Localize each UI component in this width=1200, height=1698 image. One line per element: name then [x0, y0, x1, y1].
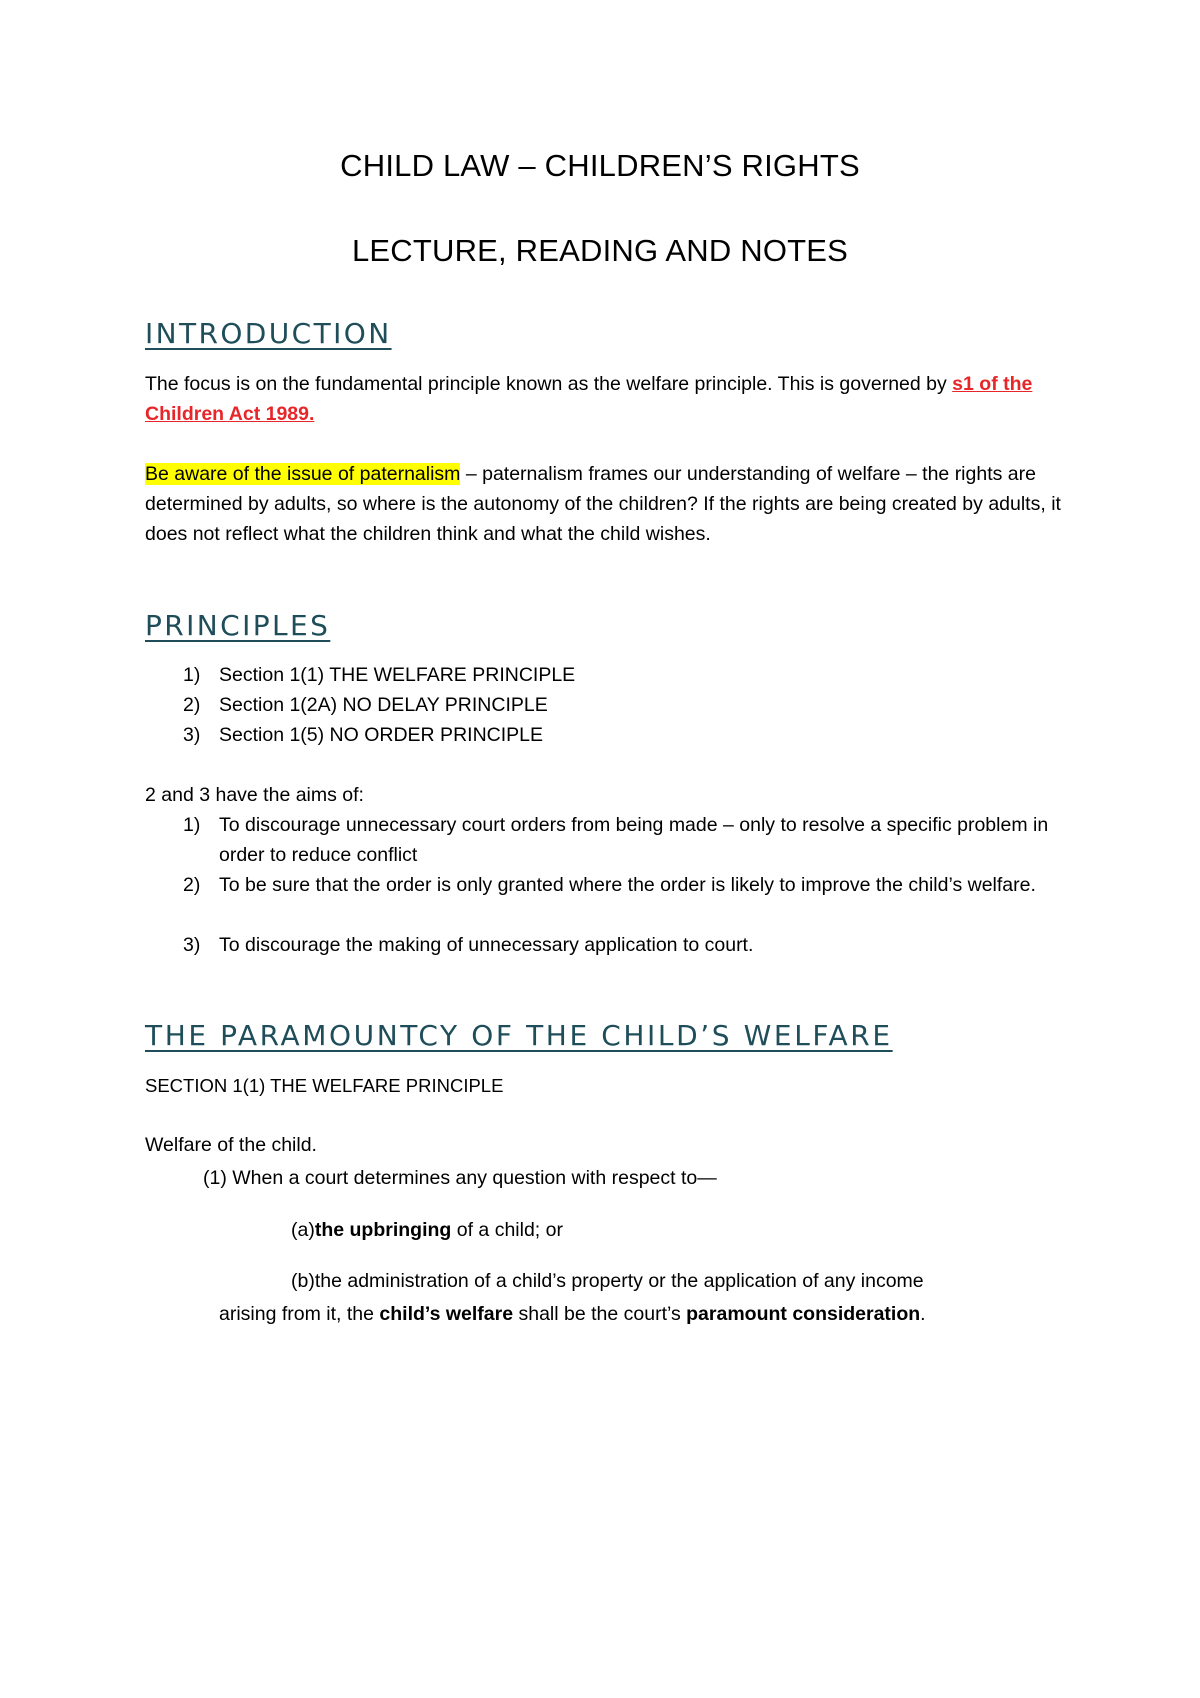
- clause-a-rest: of a child; or: [451, 1219, 563, 1241]
- aim-item: To discourage unnecessary court orders from being made – only to resolve a specific problem in order to reduce conflict: [219, 814, 1049, 866]
- principle-item: Section 1(2A) NO DELAY PRINCIPLE: [219, 694, 548, 716]
- principle-number: 1): [183, 664, 201, 686]
- paramount-consideration-bold: paramount consideration: [686, 1303, 921, 1325]
- section-subheading: SECTION 1(1) THE WELFARE PRINCIPLE: [145, 1075, 504, 1096]
- document-subtitle: LECTURE, READING AND NOTES: [351, 233, 849, 268]
- clause-b-end: .: [920, 1303, 926, 1325]
- paternalism-text: – paternalism frames our understanding of welfare – the rights are determined by adults, so where is the autonomy of the children? If the rights are being created by adults, it does not reflect what the children think and what the child wishes.: [145, 463, 1061, 545]
- clause-a-prefix: (a): [291, 1219, 315, 1241]
- clause-a-bold: the upbringing: [314, 1219, 452, 1241]
- aim-item: To be sure that the order is only granted where the order is likely to improve the child’s welfare.: [219, 874, 1036, 896]
- clause-b-line1: (b)the administration of a child’s property or the application of any income: [291, 1270, 924, 1292]
- clause-b-text: shall be the court’s: [513, 1303, 687, 1325]
- clause-a: [291, 1215, 563, 1245]
- childs-welfare-bold: child’s welfare: [379, 1303, 514, 1325]
- paternalism-highlight: Be aware of the issue of paternalism: [145, 463, 461, 485]
- welfare-caption: Welfare of the child.: [145, 1134, 317, 1156]
- clause-b-text: arising from it, the: [219, 1303, 380, 1325]
- aim-item: To discourage the making of unnecessary application to court.: [219, 934, 754, 956]
- document-title: CHILD LAW – CHILDREN’S RIGHTS: [340, 148, 860, 183]
- aim-number: 1): [183, 814, 201, 836]
- clause-b-line2: [219, 1299, 926, 1329]
- principle-number: 2): [183, 694, 201, 716]
- principles-heading: PRINCIPLES: [145, 609, 331, 642]
- principle-item: Section 1(5) NO ORDER PRINCIPLE: [219, 724, 544, 746]
- paramountcy-heading: THE PARAMOUNTCY OF THE CHILD’S WELFARE: [145, 1019, 893, 1052]
- introduction-heading: INTRODUCTION: [145, 317, 392, 350]
- principle-item: Section 1(1) THE WELFARE PRINCIPLE: [219, 664, 576, 686]
- principle-number: 3): [183, 724, 201, 746]
- children-act-reference: s1 of the Children Act 1989.: [145, 373, 1033, 425]
- introduction-paragraph-2: [145, 459, 1065, 549]
- aim-number: 2): [183, 874, 201, 896]
- aims-intro: 2 and 3 have the aims of:: [145, 784, 364, 806]
- introduction-text: The focus is on the fundamental principle known as the welfare principle. This is governed by: [145, 373, 953, 395]
- aim-number: 3): [183, 934, 201, 956]
- introduction-paragraph-1: [145, 369, 1065, 429]
- clause-1: (1) When a court determines any question with respect to—: [203, 1167, 717, 1189]
